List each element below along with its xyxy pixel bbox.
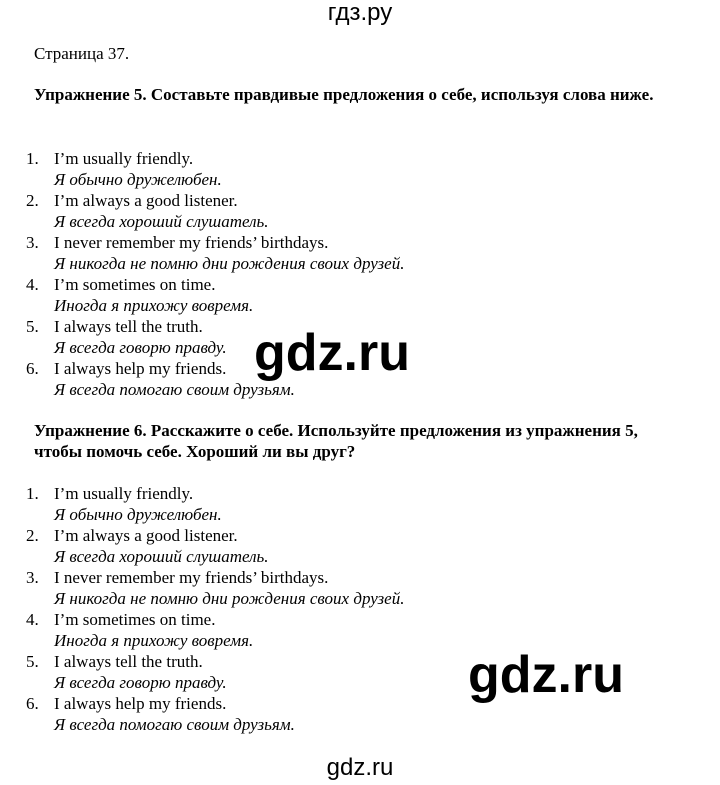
site-logo: гдз.ру bbox=[327, 0, 393, 26]
item-translation: Иногда я прихожу вовремя. bbox=[54, 631, 254, 650]
item-number: 4. bbox=[26, 610, 39, 629]
list-item bbox=[26, 693, 404, 735]
item-number: 1. bbox=[26, 484, 39, 503]
list-item bbox=[26, 525, 404, 567]
item-number: 6. bbox=[26, 694, 39, 713]
item-english: I never remember my friends’ birthdays. bbox=[54, 233, 329, 252]
exercise-5-heading: Упражнение 5. Составьте правдивые предложения о себе, используя слова ниже. bbox=[34, 85, 654, 104]
list-item bbox=[26, 567, 404, 609]
item-translation: Я всегда хороший слушатель. bbox=[54, 212, 269, 231]
item-english: I’m usually friendly. bbox=[54, 484, 194, 503]
watermark: gdz.ru bbox=[254, 324, 410, 382]
footer-watermark: gdz.ru bbox=[326, 754, 394, 781]
list-item bbox=[26, 148, 404, 190]
item-english: I’m sometimes on time. bbox=[54, 610, 216, 629]
item-number: 3. bbox=[26, 568, 39, 587]
item-number: 4. bbox=[26, 275, 39, 294]
list-item bbox=[26, 609, 404, 651]
item-translation: Я всегда говорю правду. bbox=[54, 673, 227, 692]
item-translation: Я никогда не помню дни рождения своих друзей. bbox=[54, 589, 405, 608]
list-item bbox=[26, 651, 404, 693]
list-item bbox=[26, 274, 404, 316]
item-translation: Я всегда помогаю своим друзьям. bbox=[54, 380, 295, 399]
item-translation: Иногда я прихожу вовремя. bbox=[54, 296, 254, 315]
item-english: I never remember my friends’ birthdays. bbox=[54, 568, 329, 587]
item-translation: Я обычно дружелюбен. bbox=[54, 170, 222, 189]
item-english: I always help my friends. bbox=[54, 694, 227, 713]
item-english: I’m sometimes on time. bbox=[54, 275, 216, 294]
item-number: 5. bbox=[26, 652, 39, 671]
exercise-6-list bbox=[26, 483, 404, 735]
page-label: Страница 37. bbox=[34, 44, 130, 63]
list-item bbox=[26, 190, 404, 232]
list-item bbox=[26, 232, 404, 274]
item-number: 6. bbox=[26, 359, 39, 378]
watermark: gdz.ru bbox=[468, 646, 624, 704]
exercise-6-heading: Упражнение 6. Расскажите о себе. Используйте предложения из упражнения 5, чтобы помочь себе. Хороший ли вы друг? bbox=[34, 421, 638, 461]
item-number: 2. bbox=[26, 191, 39, 210]
item-translation: Я никогда не помню дни рождения своих друзей. bbox=[54, 254, 405, 273]
item-number: 5. bbox=[26, 317, 39, 336]
item-translation: Я всегда хороший слушатель. bbox=[54, 547, 269, 566]
item-english: I’m always a good listener. bbox=[54, 191, 238, 210]
item-english: I always tell the truth. bbox=[54, 652, 203, 671]
item-translation: Я обычно дружелюбен. bbox=[54, 505, 222, 524]
item-english: I always help my friends. bbox=[54, 359, 227, 378]
item-translation: Я всегда говорю правду. bbox=[54, 338, 227, 357]
item-number: 1. bbox=[26, 149, 39, 168]
item-english: I’m usually friendly. bbox=[54, 149, 194, 168]
item-english: I always tell the truth. bbox=[54, 317, 203, 336]
list-item bbox=[26, 483, 404, 525]
item-number: 3. bbox=[26, 233, 39, 252]
item-number: 2. bbox=[26, 526, 39, 545]
item-english: I’m always a good listener. bbox=[54, 526, 238, 545]
item-translation: Я всегда помогаю своим друзьям. bbox=[54, 715, 295, 734]
